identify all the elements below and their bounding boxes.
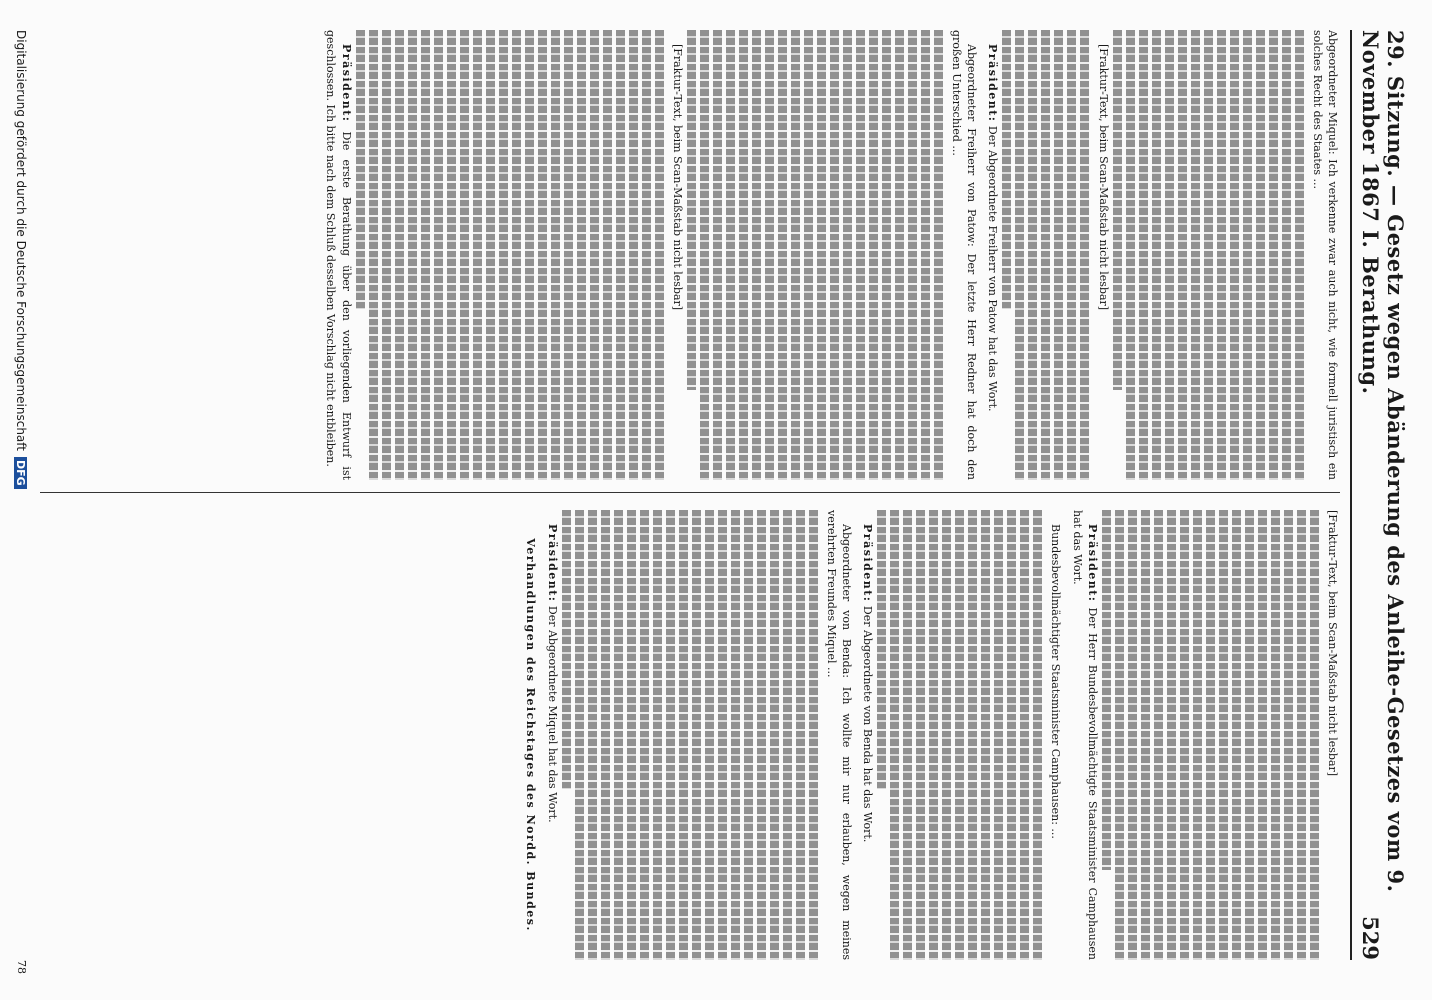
- dfg-logo: DFG: [15, 457, 28, 489]
- page-number: 529: [1358, 916, 1383, 960]
- digitization-credit: [14, 30, 28, 960]
- paragraph: [Fraktur-Text, beim Scan-Maßstab nicht lesbar]: [1326, 510, 1339, 777]
- proceedings-footer: Verhandlungen des Reichstages des Nordd. Bundes.: [524, 538, 538, 932]
- president-remark: Präsident: Die erste Berathung über den vorliegenden Entwurf ist geschlossen. Ich bitte nach dem Schluß desselben Vorschlag nicht entbleiben.: [324, 30, 353, 481]
- credit-text: Digitalisierung gefördert durch die Deutsche Forschungsgemeinschaft: [14, 30, 28, 452]
- paragraph: [Fraktur-Text, beim Scan-Maßstab nicht lesbar]: [670, 44, 684, 311]
- paragraph: [Fraktur-Text, beim Scan-Maßstab nicht lesbar]: [1096, 44, 1110, 311]
- president-remark: Präsident: Der Abgeordnete Freiherr von Patow hat das Wort.: [986, 44, 1000, 412]
- president-remark: Präsident: Der Abgeordnete von Benda hat das Wort.: [861, 524, 875, 843]
- page-header: [1358, 30, 1408, 960]
- sheet-mark: 78: [15, 960, 28, 974]
- speaker-label: Präsident:: [861, 524, 875, 603]
- speaker-label: Präsident:: [339, 44, 353, 123]
- page-title: 29. Sitzung. — Gesetz wegen Abänderung des Anleihe-Gesetzes vom 9. November 1867 I. Berathung.: [1358, 30, 1408, 893]
- speaker-label: Präsident:: [545, 524, 559, 603]
- president-remark: Präsident: Der Abgeordnete Miquel hat das Wort.: [545, 524, 559, 823]
- speaker-label: Präsident:: [1085, 524, 1099, 603]
- header-rule: [1350, 30, 1352, 960]
- president-remark: Präsident: Der Herr Bundesbevollmächtigte Staatsminister Camphausen hat das Wort.: [1070, 510, 1099, 960]
- speaker-label: Präsident:: [986, 44, 1000, 123]
- paragraph: Abgeordneter Miquel: Ich verkenne zwar auch nicht, wie formell juristisch ein solches Recht des Staates ...: [1310, 30, 1339, 480]
- text-column-left: [317, 30, 1340, 480]
- paragraph: Abgeordneter von Benda: Ich wollte mir nur erlauben, wegen meines verehrten Freundes Miquel ...: [824, 510, 853, 960]
- paragraph: Bundesbevollmächtigter Staatsminister Camphausen: ...: [1049, 524, 1063, 839]
- text-column-right: [517, 510, 1340, 960]
- column-divider: [40, 492, 1340, 493]
- paragraph: Abgeordneter Freiherr von Patow: Der letzte Herr Redner hat doch den großen Unterschied ...: [949, 30, 979, 480]
